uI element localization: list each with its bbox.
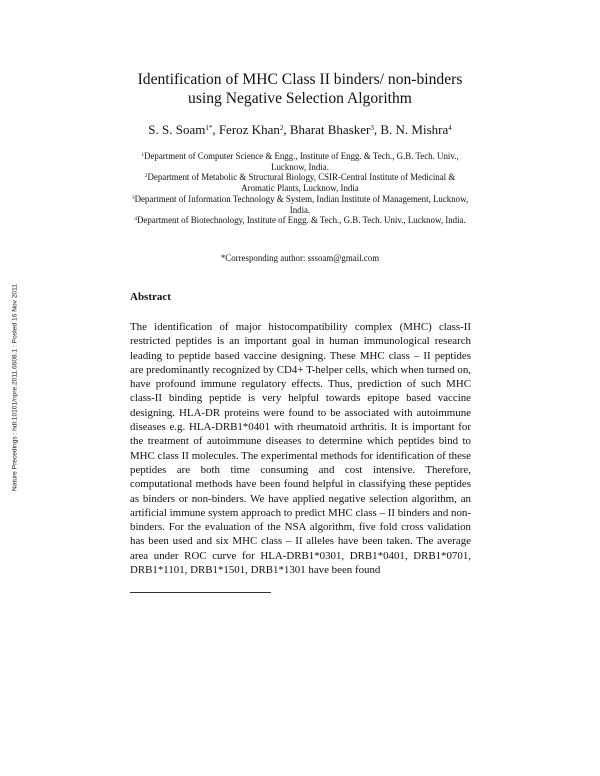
author: B. N. Mishra$^4$ [380,122,452,137]
author: Bharat Bhasker$^3$, [289,122,381,137]
affiliation-list [130,151,470,226]
author-list [100,122,500,138]
affiliation: $^1$Department of Computer Science & Engg., Institute of Engg. & Tech., G.B. Tech. Univ., Lucknow, India. [141,151,459,172]
abstract-text: The identification of major histocompatibility complex (MHC) class-II restricted peptides is an important goal in human immunological research leading to peptide based vaccine designing. These MHC class – II peptides are predominantly recognized by CD4+ T-helper cells, which when turned on, have profound immune regulatory effects. Thus, prediction of such MHC class-II binding peptide is very helpful towards epitope based vaccine designing. HLA-DR proteins were found to be associated with autoimmune diseases e.g. HLA-DRB1*0401 with rheumatoid arthritis. It is important for the treatment of autoimmune diseases to determine which peptides bind to MHC class II molecules. The experimental methods for identification of these peptides are both time consuming and cost intensive. Therefore, computational methods have been found helpful in classifying these peptides as binders or non-binders. We have applied negative selection algorithm, an artificial immune system approach to predict MHC class – II binders and non-binders. For the evaluation of the NSA algorithm, five fold cross validation has been used and six MHC class – II alleles have been taken. The average area under ROC curve for HLA-DRB1*0301, DRB1*0401, DRB1*0701, DRB1*1101, DRB1*1501, DRB1*1301 have been found [130,321,471,577]
footnote-divider [130,592,271,593]
corresponding-author: *Corresponding author: sssoam@gmail.com [220,253,380,263]
abstract-heading: Abstract [130,291,171,303]
affiliation: $^3$Department of Information Technology & System, Indian Institute of Management, Lucknow, India. [131,193,469,215]
title-line-2: using Negative Selection Algorithm [188,90,412,107]
author: S. S. Soam$^{1*}$, [148,122,219,137]
affiliation: $^4$Department of Biotechnology, Institute of Engg. & Tech., G.B. Tech. Univ., Lucknow, India. [134,215,466,226]
preprint-side-note: Nature Precedings : hdl:10101/npre.2011.6608.1 : Posted 16 Nov 2011 [11,284,19,491]
author: Feroz Khan$^2$, [218,122,290,137]
paper-title [100,70,500,108]
title-line-1: Identification of MHC Class II binders/ non-binders [137,71,463,88]
affiliation: $^2$Department of Metabolic & Structural Biology, CSIR-Central Institute of Medicinal & Aromatic Plants, Lucknow, India [144,172,456,194]
